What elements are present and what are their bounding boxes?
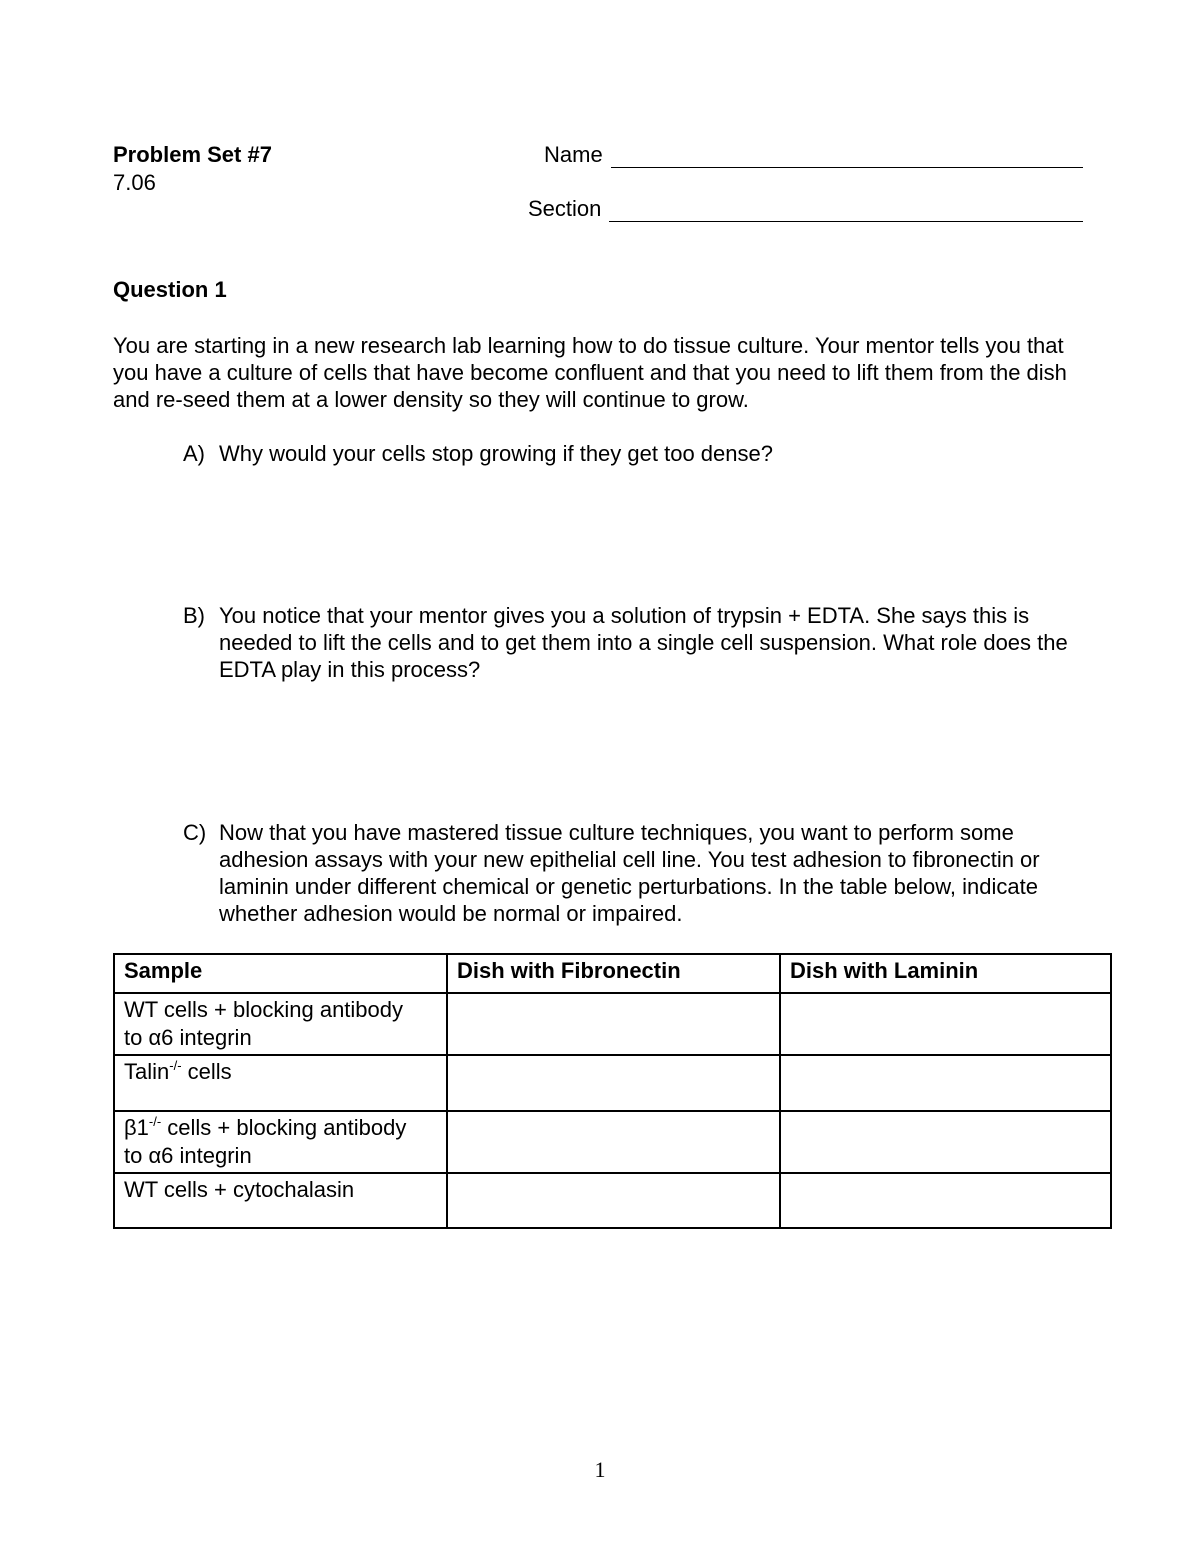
header-fibronectin: Dish with Fibronectin — [447, 954, 780, 993]
part-b — [183, 602, 1088, 683]
part-a-text: Why would your cells stop growing if they get too dense? — [219, 441, 773, 466]
genotype-superscript: -/- — [169, 1058, 182, 1073]
sample-text: WT cells + cytochalasin — [124, 1177, 355, 1202]
table-header-row — [114, 954, 1111, 993]
adhesion-table — [113, 953, 1112, 1229]
sample-cell — [114, 1111, 447, 1173]
name-field[interactable] — [544, 142, 1083, 168]
sample-text-tail: cells + blocking antibody — [161, 1115, 407, 1140]
header-laminin: Dish with Laminin — [780, 954, 1111, 993]
sample-cell — [114, 993, 447, 1055]
sample-text-line2: to α6 integrin — [124, 1025, 252, 1050]
section-blank-line[interactable] — [609, 199, 1083, 222]
laminin-answer-cell[interactable] — [780, 1055, 1111, 1111]
sample-text: WT cells + blocking antibody — [124, 997, 404, 1022]
header-sample: Sample — [114, 954, 447, 993]
sample-text-line2: to α6 integrin — [124, 1143, 252, 1168]
table-row — [114, 1055, 1111, 1111]
fibronectin-answer-cell[interactable] — [447, 1111, 780, 1173]
table-row — [114, 1173, 1111, 1228]
course-number: 7.06 — [113, 170, 156, 195]
sample-text: β1 — [124, 1115, 149, 1140]
part-c-letter: C) — [183, 820, 207, 845]
part-a-letter: A) — [183, 441, 205, 466]
fibronectin-answer-cell[interactable] — [447, 1055, 780, 1111]
part-b-text: You notice that your mentor gives you a solution of trypsin + EDTA. She says this is needed to lift the cells and to get them into a single cell suspension. What role does the EDTA play in this process? — [219, 603, 1068, 682]
section-label: Section — [528, 196, 602, 221]
question-intro: You are starting in a new research lab learning how to do tissue culture. Your mentor tells you that you have a culture of cells that have become confluent and that you need to lift them from the dish and re-seed them at a lower density so they will continue to grow. — [113, 333, 1067, 412]
question-heading: Question 1 — [113, 277, 227, 302]
name-label: Name — [544, 142, 603, 167]
sample-cell — [114, 1055, 447, 1111]
fibronectin-answer-cell[interactable] — [447, 1173, 780, 1228]
part-a — [183, 440, 1088, 467]
laminin-answer-cell[interactable] — [780, 993, 1111, 1055]
section-field[interactable] — [528, 196, 1083, 222]
sample-text: Talin — [124, 1059, 170, 1084]
part-b-letter: B) — [183, 603, 205, 628]
table-row — [114, 1111, 1111, 1173]
laminin-answer-cell[interactable] — [780, 1173, 1111, 1228]
page-number: 1 — [594, 1457, 606, 1482]
sample-text-tail: cells — [181, 1059, 232, 1084]
table-row — [114, 993, 1111, 1055]
part-c-text: Now that you have mastered tissue culture techniques, you want to perform some adhesion assays with your new epithelial cell line. You test adhesion to fibronectin or laminin under different chemical or genetic perturbations. In the table below, indicate whether adhesion would be normal or impaired. — [219, 820, 1040, 926]
genotype-superscript: -/- — [148, 1114, 162, 1129]
part-c — [183, 819, 1088, 927]
laminin-answer-cell[interactable] — [780, 1111, 1111, 1173]
fibronectin-answer-cell[interactable] — [447, 993, 780, 1055]
problem-set-title: Problem Set #7 — [113, 142, 272, 167]
name-blank-line[interactable] — [611, 145, 1083, 168]
sample-cell — [114, 1173, 447, 1228]
